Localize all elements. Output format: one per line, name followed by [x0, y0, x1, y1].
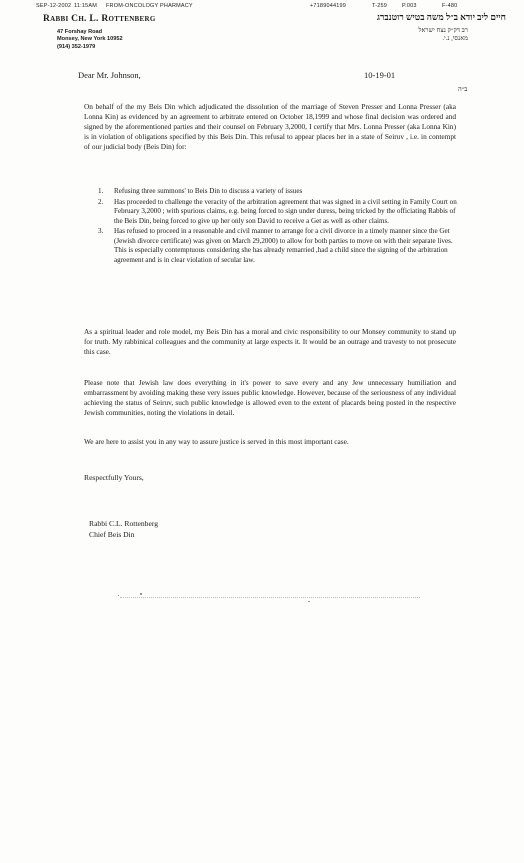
fax-transmission-header — [36, 3, 506, 12]
scan-speck — [140, 593, 142, 595]
list-item-number: 1. — [98, 187, 104, 195]
scan-artifact-line — [120, 597, 420, 599]
paragraph-responsibility: As a spiritual leader and role model, my Beis Din has a moral and civic responsibility to our Monsey community to stand up for truth. My rabbinical colleagues and the community at large expects it. It would be an outrage and travesty to not prosecute this case. — [84, 327, 456, 356]
paragraph-assistance: We are here to assist you in any way to assure justice is served in this most important case. — [84, 437, 349, 446]
letter-date: 10-19-01 — [364, 70, 396, 80]
list-item-text: Has proceeded to challenge the veracity of the arbitration agreement that was signed in a civil setting in Family Court on February 3,2000 ; with spurious claims, e.g. being forced to sign under duress, being tricked by the officiating Rabbis of the Beis Din, being forced to give up her only son David to receive a Get as well as other claims. — [114, 197, 457, 225]
closing: Respectfully Yours, — [84, 473, 144, 482]
list-item — [98, 198, 458, 227]
list-item-text: Has refused to proceed in a reasonable and civil manner to arrange for a civil divorce in a timely manner since the Get (Jewish divorce certificate) was given on March 29,2000) to allow for both parties to move on with their separate lives. This is especially contemptuous considering she has already remarried ,had a child since the signing of the arbitration agreement and is in clear violation of secular law. — [114, 227, 453, 264]
list-item-number: 2. — [98, 197, 104, 206]
fax-phone: +7189044199 — [310, 3, 347, 9]
scan-speck — [118, 595, 119, 596]
list-item-number: 3. — [98, 227, 104, 235]
fax-f-code: F-480 — [442, 3, 458, 9]
signature-name: Rabbi C.L. Rottenberg — [89, 519, 159, 528]
letterhead-hebrew-title: חיים ליב יודא ב״ל משה בטיש רוטנברג — [376, 12, 506, 22]
list-item — [98, 187, 458, 197]
signature-title: Chief Beis Din — [89, 530, 135, 539]
list-item — [98, 227, 458, 265]
letterhead-address — [57, 29, 123, 51]
fax-page-number: P.003 — [402, 3, 417, 9]
hebrew-mark: ב״ה — [458, 86, 468, 93]
hebrew-line: רב דק״ק נצח ישראל — [418, 27, 468, 34]
letterhead-name: Rabbi Ch. L. Rottenberg — [43, 14, 156, 24]
fax-sender: FROM-ONCOLOGY PHARMACY — [106, 3, 193, 9]
address-line: Monsey, New York 10952 — [57, 36, 123, 43]
fax-date: SEP-12-2002 — [36, 3, 72, 9]
hebrew-line: מאנסי, נ.י. — [442, 35, 468, 42]
address-line: (914) 352-1979 — [57, 43, 96, 50]
signature-block — [89, 518, 158, 540]
list-item-text: Refusing three summons' to Beis Din to discuss a variety of issues — [114, 187, 303, 195]
salutation: Dear Mr. Johnson, — [78, 70, 141, 80]
fax-t-code: T-259 — [372, 3, 388, 9]
paragraph-public-knowledge: Please note that Jewish law does everything in it's power to save every and any Jew unnecessary humiliation and embarrassment by avoiding making these very issues public knowledge. However, because of the seriousness of any individual achieving the status of Seiruv, such public knowledge is allowed even to the extent of placards being posted in the respective Jewish communities, noting the violations in detail. — [84, 378, 456, 417]
letterhead-hebrew-address — [418, 27, 468, 43]
violations-list — [98, 187, 458, 266]
address-line: 47 Forshay Road — [57, 29, 103, 35]
fax-time: 11:15AM — [74, 3, 98, 9]
scan-speck — [308, 601, 310, 602]
paragraph-certification: On behalf of the my Beis Din which adjudicated the dissolution of the marriage of Steven Presser and Lonna Presser (aka Lonna Kin) as evidenced by an agreement to arbitrate entered on October 18,1999 and whose final decision was ordered and signed by the aforementioned parties and their counsel on February 3,2000, I certify that Mrs. Lonna Presser (aka Lonna Kin) is in violation of obligations specified by this Beis Din. This refusal to appear places her in a state of Seiruv , i.e. in contempt of our judicial body (Beis Din) for: — [84, 102, 456, 151]
